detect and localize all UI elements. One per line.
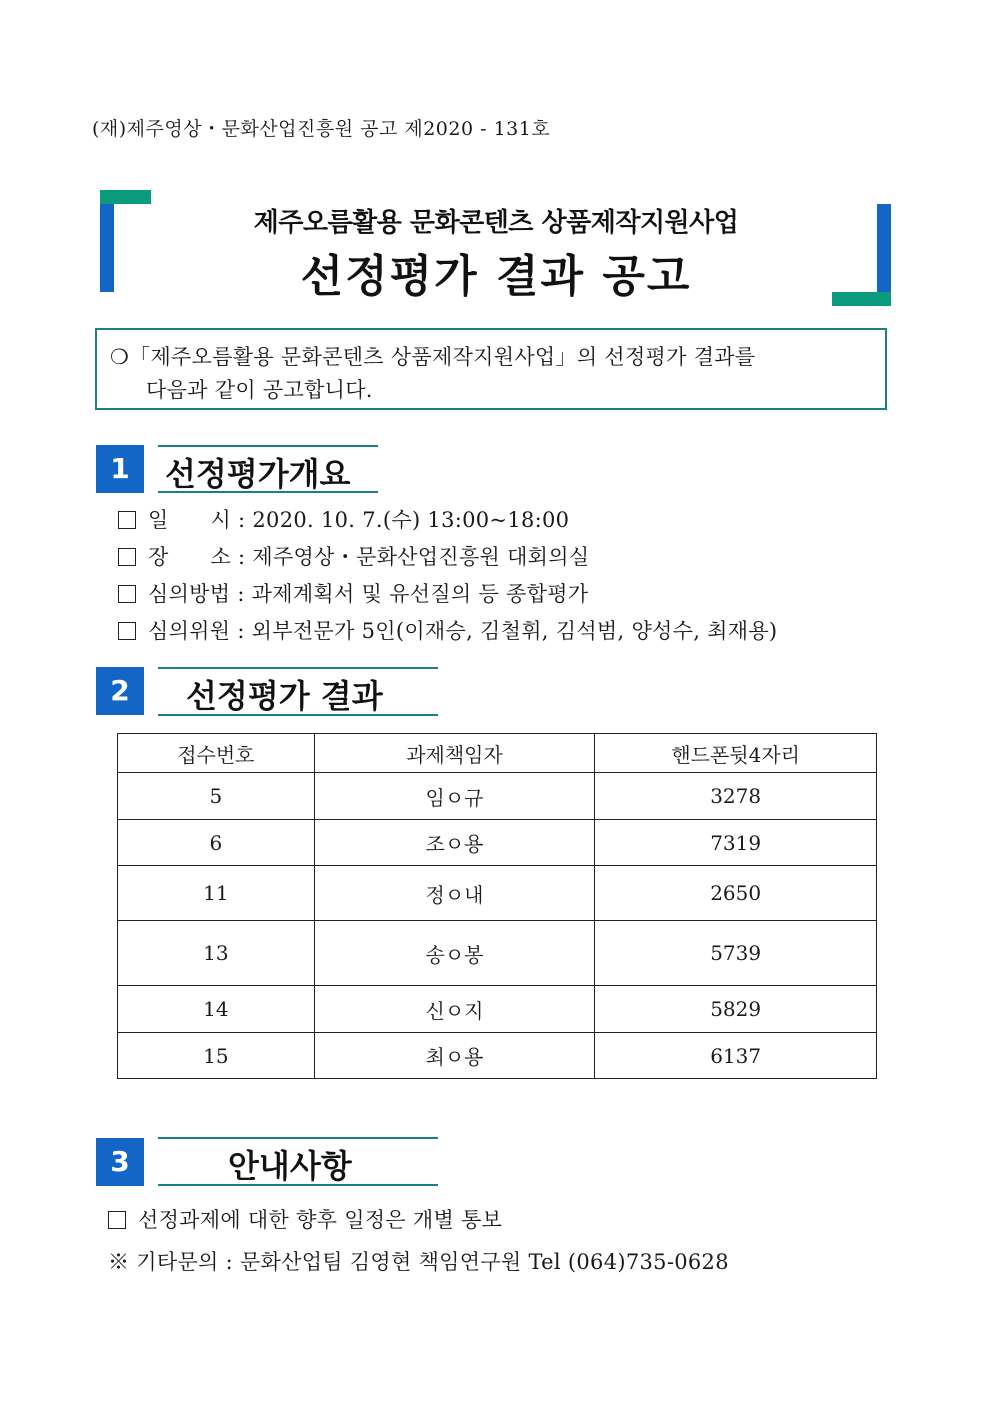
section-3-top-rule	[158, 1137, 438, 1139]
table-cell: 6137	[595, 1033, 877, 1079]
section-1-title: 선정평가개요	[165, 455, 351, 493]
title-bracket-right	[877, 204, 891, 306]
overview-item-method	[118, 578, 588, 608]
table-cell: 6	[118, 820, 315, 866]
table-cell: 5	[118, 773, 315, 820]
checkbox-icon	[118, 548, 136, 566]
table-cell: 14	[118, 986, 315, 1033]
overview-label: 일 시	[148, 508, 232, 532]
overview-value: : 과제계획서 및 유선질의 등 종합평가	[237, 582, 589, 606]
notice-text-line1	[110, 341, 755, 371]
table-cell: 정ㅇ내	[314, 866, 595, 921]
table-cell: 최ㅇ용	[314, 1033, 595, 1079]
table-cell: 신ㅇ지	[314, 986, 595, 1033]
table-cell: 3278	[595, 773, 877, 820]
table-row	[118, 773, 877, 820]
checkbox-icon	[118, 585, 136, 603]
overview-value: : 2020. 10. 7.(수) 13:00~18:00	[238, 508, 570, 532]
table-cell: 5829	[595, 986, 877, 1033]
table-cell: 7319	[595, 820, 877, 866]
section-number-1: 1	[96, 445, 144, 493]
checkbox-icon	[108, 1211, 126, 1229]
notice-number: (재)제주영상・문화산업진흥원 공고 제2020 - 131호	[92, 118, 551, 140]
section-number-2: 2	[96, 667, 144, 715]
overview-value: : 제주영상・문화산업진흥원 대회의실	[238, 545, 590, 569]
section-1-top-rule	[158, 445, 378, 447]
circle-bullet-icon: ❍	[110, 345, 130, 369]
column-header: 핸드폰뒷4자리	[595, 734, 877, 773]
notice-item-text: 선정과제에 대한 향후 일정은 개별 통보	[138, 1208, 503, 1232]
table-row	[118, 986, 877, 1033]
table-cell: 송ㅇ봉	[314, 921, 595, 986]
column-header: 과제책임자	[314, 734, 595, 773]
title-bracket-left-accent	[100, 190, 151, 204]
notice-text: 「제주오름활용 문화콘텐츠 상품제작지원사업」의 선정평가 결과를	[129, 345, 756, 369]
overview-label: 장 소	[148, 545, 232, 569]
notice-item	[108, 1204, 502, 1234]
table-cell: 2650	[595, 866, 877, 921]
section-number-3: 3	[96, 1138, 144, 1186]
title-bracket-left	[100, 190, 114, 292]
overview-label: 심의위원	[148, 619, 231, 643]
overview-item-place	[118, 541, 589, 571]
contact-info: ※ 기타문의 : 문화산업팀 김영현 책임연구원 Tel (064)735-0628	[108, 1250, 729, 1274]
overview-value: : 외부전문가 5인(이재승, 김철휘, 김석범, 양성수, 최재용)	[237, 619, 778, 643]
section-3-title: 안내사항	[228, 1147, 352, 1185]
section-2-top-rule	[158, 667, 438, 669]
table-row	[118, 866, 877, 921]
table-cell: 13	[118, 921, 315, 986]
table-row	[118, 921, 877, 986]
table-cell: 15	[118, 1033, 315, 1079]
document-title: 선정평가 결과 공고	[300, 251, 692, 302]
document-subtitle: 제주오름활용 문화콘텐츠 상품제작지원사업	[253, 208, 739, 238]
table-row	[118, 1033, 877, 1079]
checkbox-icon	[118, 511, 136, 529]
table-row	[118, 820, 877, 866]
table-cell: 임ㅇ규	[314, 773, 595, 820]
table-cell: 11	[118, 866, 315, 921]
table-cell: 조ㅇ용	[314, 820, 595, 866]
results-table	[117, 733, 877, 1079]
checkbox-icon	[118, 622, 136, 640]
overview-item-date	[118, 504, 569, 534]
section-2-title: 선정평가 결과	[186, 677, 383, 715]
overview-label: 심의방법	[148, 582, 231, 606]
column-header: 접수번호	[118, 734, 315, 773]
table-cell: 5739	[595, 921, 877, 986]
table-header-row	[118, 734, 877, 773]
overview-item-committee	[118, 615, 777, 645]
notice-text-line2: 다음과 같이 공고합니다.	[146, 378, 373, 402]
